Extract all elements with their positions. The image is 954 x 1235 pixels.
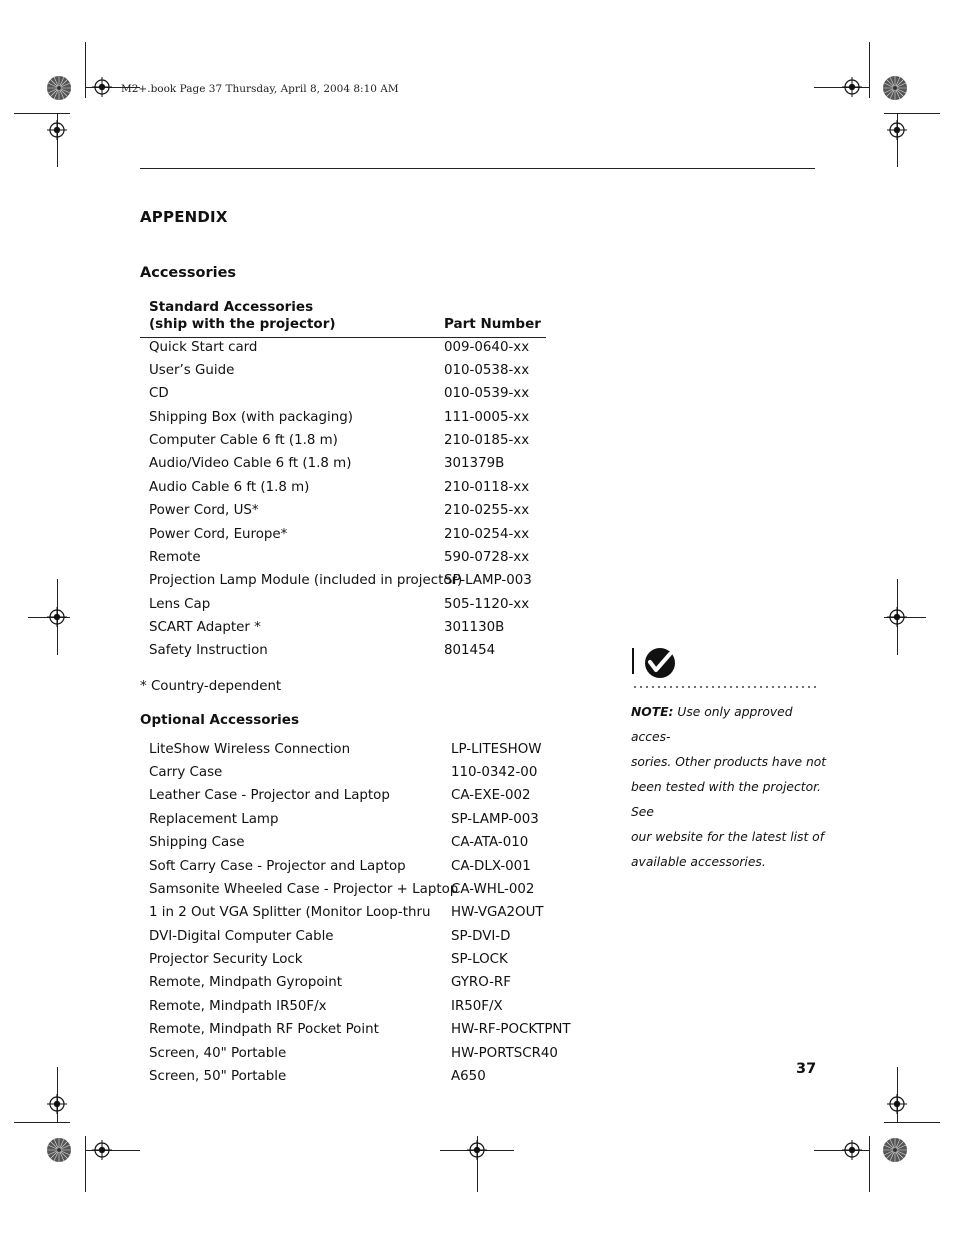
crop-mark — [884, 113, 940, 114]
table-row-item: Power Cord, US* — [149, 503, 259, 518]
registration-target-icon — [842, 77, 862, 97]
table-row-part: 210-0255-xx — [444, 503, 530, 518]
table-row-item: Power Cord, Europe* — [149, 527, 288, 542]
header-rule — [140, 168, 815, 169]
starburst-mark-icon — [882, 75, 908, 101]
note-line-text: Use only approved acces- — [631, 705, 793, 744]
note-text — [631, 700, 831, 875]
table-row-part: 210-0118-xx — [444, 480, 530, 495]
table-row-part: HW-PORTSCR40 — [451, 1046, 558, 1061]
table-row-item: Shipping Box (with packaging) — [149, 410, 353, 425]
registration-target-icon — [887, 120, 907, 140]
crop-mark — [14, 1122, 70, 1123]
table-row-item: Quick Start card — [149, 340, 258, 355]
table-row-item: Projection Lamp Module (included in projector) — [149, 573, 463, 588]
table-row-item: 1 in 2 Out VGA Splitter (Monitor Loop-thru — [149, 905, 431, 920]
table-row-part: 010-0539-xx — [444, 386, 530, 401]
crop-mark — [14, 113, 70, 114]
page-number: 37 — [796, 1061, 817, 1077]
table-row-item: LiteShow Wireless Connection — [149, 742, 351, 757]
table-row-item: Lens Cap — [149, 597, 211, 612]
table-row-part: CA-ATA-010 — [451, 835, 529, 850]
crop-mark — [869, 1136, 870, 1192]
table-row-part: 801454 — [444, 643, 496, 658]
table-row-item: Leather Case - Projector and Laptop — [149, 788, 390, 803]
table-row-part: 210-0185-xx — [444, 433, 530, 448]
note-line: been tested with the projector. See — [631, 780, 821, 819]
registration-target-icon — [92, 1140, 112, 1160]
crop-mark — [85, 1136, 86, 1192]
table-row-item: Remote, Mindpath Gyropoint — [149, 975, 342, 990]
note-divider — [632, 686, 818, 688]
table-row-item: Computer Cable 6 ft (1.8 m) — [149, 433, 338, 448]
table-row-part: CA-EXE-002 — [451, 788, 531, 803]
table-row-item: Soft Carry Case - Projector and Laptop — [149, 859, 406, 874]
table-row-item: Screen, 50" Portable — [149, 1069, 287, 1084]
table-row-part: 010-0538-xx — [444, 363, 530, 378]
table-row-item: User’s Guide — [149, 363, 235, 378]
note-line — [631, 700, 831, 750]
table-row-item: Remote, Mindpath IR50F/x — [149, 999, 327, 1014]
table-row-item: Samsonite Wheeled Case - Projector + Laptop — [149, 882, 459, 897]
table-header-rule — [140, 337, 546, 338]
table-row-part: SP-DVI-D — [451, 929, 511, 944]
table-row-part: HW-RF-POCKTPNT — [451, 1022, 571, 1037]
footnote: * Country-dependent — [140, 679, 282, 694]
note-line: available accessories. — [631, 855, 766, 869]
table-row-item: Carry Case — [149, 765, 223, 780]
table-row-part: 505-1120-xx — [444, 597, 530, 612]
table-row-item: Shipping Case — [149, 835, 245, 850]
registration-target-icon — [467, 1140, 487, 1160]
table-row-item: Safety Instruction — [149, 643, 268, 658]
table-row-part: SP-LOCK — [451, 952, 508, 967]
crop-mark — [85, 42, 86, 98]
crop-mark — [884, 1122, 940, 1123]
table-row-part: 590-0728-xx — [444, 550, 530, 565]
note-line: sories. Other products have not — [631, 755, 827, 769]
table-row-item: Projector Security Lock — [149, 952, 303, 967]
table-row-item: Replacement Lamp — [149, 812, 279, 827]
table-row-part: 110-0342-00 — [451, 765, 538, 780]
standard-header-subtitle: (ship with the projector) — [149, 316, 336, 332]
table-row-part: 301379B — [444, 456, 505, 471]
registration-target-icon — [47, 607, 67, 627]
table-row-part: 210-0254-xx — [444, 527, 530, 542]
note-label: NOTE: — [631, 705, 674, 719]
starburst-mark-icon — [882, 1137, 908, 1163]
table-row-part: 301130B — [444, 620, 505, 635]
starburst-mark-icon — [46, 1137, 72, 1163]
table-row-part: IR50F/X — [451, 999, 503, 1014]
table-row-part: LP-LITESHOW — [451, 742, 542, 757]
table-row-part: HW-VGA2OUT — [451, 905, 544, 920]
table-row-item: Screen, 40" Portable — [149, 1046, 287, 1061]
optional-heading: Optional Accessories — [140, 712, 299, 728]
section-title: APPENDIX — [140, 208, 228, 226]
table-row-part: 111-0005-xx — [444, 410, 530, 425]
accessories-heading: Accessories — [140, 265, 237, 281]
registration-target-icon — [887, 607, 907, 627]
table-row-item: Remote, Mindpath RF Pocket Point — [149, 1022, 379, 1037]
note-line: our website for the latest list of — [631, 830, 825, 844]
table-row-item: DVI-Digital Computer Cable — [149, 929, 334, 944]
table-row-part: SP-LAMP-003 — [451, 812, 539, 827]
registration-target-icon — [842, 1140, 862, 1160]
table-row-item: SCART Adapter * — [149, 620, 261, 635]
table-row-item: Audio/Video Cable 6 ft (1.8 m) — [149, 456, 352, 471]
table-row-part: 009-0640-xx — [444, 340, 530, 355]
starburst-mark-icon — [46, 75, 72, 101]
part-number-header: Part Number — [444, 316, 541, 332]
registration-target-icon — [47, 120, 67, 140]
standard-table-header — [149, 299, 336, 333]
table-row-part: GYRO-RF — [451, 975, 511, 990]
table-row-item: CD — [149, 386, 169, 401]
table-row-item: Remote — [149, 550, 201, 565]
table-row-part: A650 — [451, 1069, 486, 1084]
registration-target-icon — [47, 1094, 67, 1114]
table-row-part: CA-WHL-002 — [451, 882, 535, 897]
table-row-item: Audio Cable 6 ft (1.8 m) — [149, 480, 310, 495]
standard-header-title: Standard Accessories — [149, 299, 314, 315]
registration-target-icon — [92, 77, 112, 97]
book-info-slug: M2+.book Page 37 Thursday, April 8, 2004 8:10 AM — [121, 83, 399, 95]
table-row-part: SP-LAMP-003 — [444, 573, 532, 588]
table-row-part: CA-DLX-001 — [451, 859, 531, 874]
note-logo-icon — [632, 646, 678, 680]
registration-target-icon — [887, 1094, 907, 1114]
crop-mark — [869, 42, 870, 98]
